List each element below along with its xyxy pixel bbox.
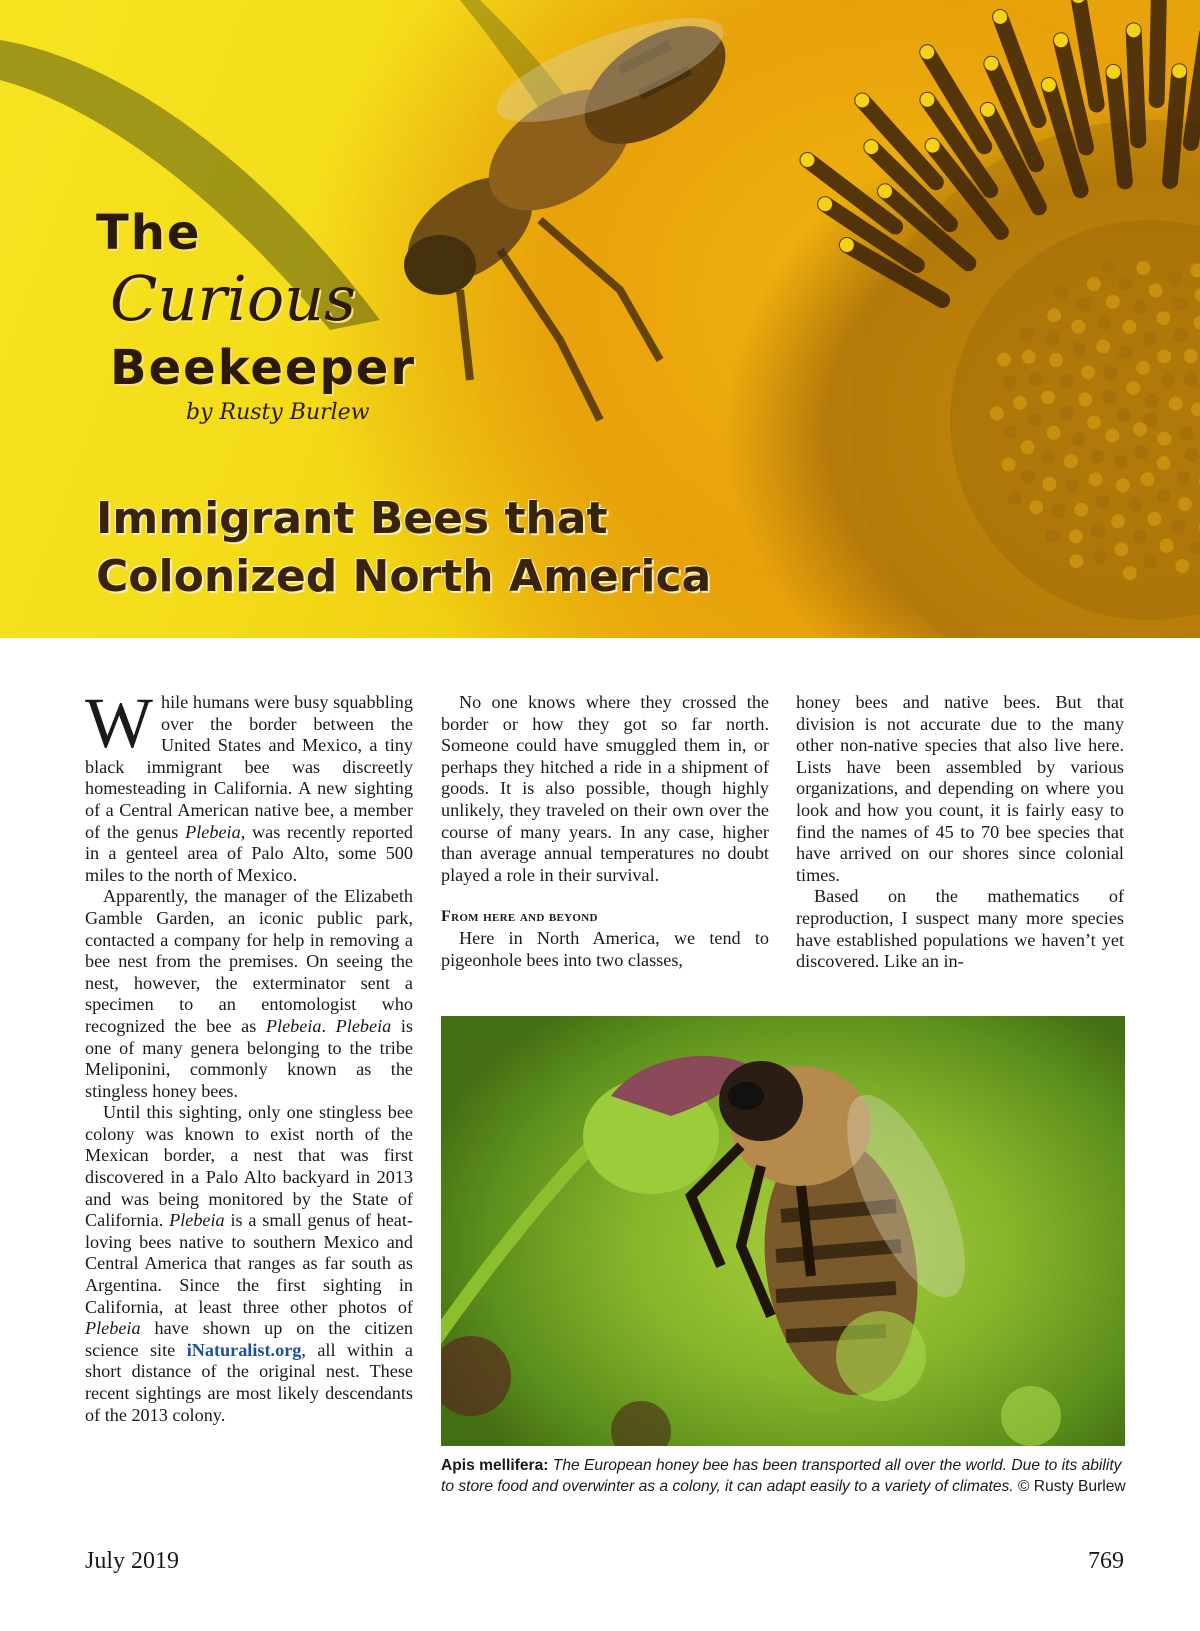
sunflower-floret bbox=[1161, 374, 1175, 388]
sunflower-pollen-tip bbox=[926, 139, 940, 153]
sunflower-floret bbox=[1168, 271, 1182, 285]
caption-species: Apis mellifera: bbox=[441, 1457, 549, 1474]
sunflower-floret bbox=[1102, 259, 1116, 273]
bee-figure bbox=[389, 0, 747, 420]
caption-body: The European honey bee has been transported all over the world. Due to its ability to store food and overwinter as a colony, it can adapt easily to a variety of climates. bbox=[441, 1457, 1122, 1495]
paragraph-7: Based on the mathematics of reproduction, I suspect many more species have established populations we haven’t yet discovered. Like an in- bbox=[796, 886, 1124, 972]
article-column-2 bbox=[441, 692, 769, 971]
sunflower-floret bbox=[1098, 316, 1112, 330]
sunflower-floret bbox=[1106, 295, 1120, 309]
section-subhead: From here and beyond bbox=[441, 908, 598, 926]
sunflower-floret bbox=[1105, 429, 1119, 443]
sunflower-floret bbox=[1179, 426, 1193, 440]
sunflower-floret bbox=[1008, 491, 1022, 505]
sunflower-floret bbox=[1123, 566, 1137, 580]
paragraph-1: While humans were busy squabbling over the border between the United States and Mexico, a tiny black immigrant bee was discreetly homesteading in California. A new sighting of a Central American native bee, a member of the genus Plebeia, was recently reported in a genteel area of Palo Alto, some 500 miles to the north of Mexico. bbox=[85, 683, 413, 885]
sunflower-stamen bbox=[1134, 30, 1139, 140]
sunflower-floret bbox=[1013, 396, 1027, 410]
sunflower-pollen-tip bbox=[1054, 33, 1068, 47]
sunflower-floret bbox=[1157, 432, 1171, 446]
sunflower-floret bbox=[990, 406, 1004, 420]
sunflower-pollen-tip bbox=[1172, 64, 1186, 78]
sunflower-stamen bbox=[1191, 34, 1200, 143]
photo-caption bbox=[441, 1455, 1131, 1497]
sunflower-floret bbox=[1114, 455, 1128, 469]
sunflower-pollen-tip bbox=[864, 140, 878, 154]
sunflower-floret bbox=[1093, 551, 1107, 565]
sunflower-floret bbox=[1076, 298, 1090, 312]
sunflower-floret bbox=[1140, 472, 1154, 486]
page-number: 769 bbox=[1088, 1548, 1124, 1574]
sunflower-pollen-tip bbox=[920, 93, 934, 107]
sunflower-floret bbox=[1114, 542, 1128, 556]
sunflower-floret bbox=[1122, 320, 1136, 334]
sunflower-floret bbox=[1052, 504, 1066, 518]
sunflower-floret bbox=[1104, 366, 1118, 380]
sunflower-floret bbox=[1176, 471, 1190, 485]
sunflower-floret bbox=[1054, 286, 1068, 300]
sunflower-floret bbox=[1089, 472, 1103, 486]
sunflower-floret bbox=[997, 353, 1011, 367]
sunflower-floret bbox=[1020, 327, 1034, 341]
paragraph-3: Until this sighting, only one stingless bee colony was known to exist north of the Mexican border, a nest that was first discovered in a Palo Alto backyard in 2013 and was being monitored by the State of California. Plebeia is a small genus of heat-loving bees native to southern Mexico and Central America that ranges as far south as Argentina. Since the first sighting in California, at least three other photos of Plebeia have shown up on the citizen science site iNaturalist.org, all within a short distance of the original nest. These recent sightings are most likely descendants of the 2013 colony. bbox=[85, 1102, 413, 1425]
sunflower-floret bbox=[1133, 300, 1147, 314]
byline: by Rusty Burlew bbox=[186, 400, 370, 425]
sunflower-floret bbox=[1029, 371, 1043, 385]
honey-bee-illustration bbox=[441, 1016, 1125, 1446]
sunflower-floret bbox=[1069, 554, 1083, 568]
sunflower-floret bbox=[1174, 328, 1188, 342]
sunflower-floret bbox=[1028, 413, 1042, 427]
sunflower-floret bbox=[1118, 345, 1132, 359]
paragraph-2: Apparently, the manager of the Elizabeth Gamble Garden, an iconic public park, contacted a company for help in removing a bee nest from the premises. On seeing the nest, however, the exterminator sent a specimen to an entomologist who recognized the bee as Plebeia. Plebeia is one of many genera belonging to the tribe Meliponini, commonly known as the stingless honey bees. bbox=[85, 886, 413, 1101]
sunflower-floret bbox=[1134, 445, 1148, 459]
sunflower-floret bbox=[1065, 478, 1079, 492]
article-column-3 bbox=[796, 692, 1124, 973]
sunflower-floret bbox=[1157, 349, 1171, 363]
sunflower-floret bbox=[1074, 503, 1088, 517]
sunflower-pollen-tip bbox=[840, 238, 854, 252]
sunflower-pollen-tip bbox=[878, 184, 892, 198]
sunflower-pollen-tip bbox=[800, 153, 814, 167]
sunflower-floret bbox=[1071, 432, 1085, 446]
article-headline bbox=[96, 490, 711, 606]
sunflower-floret bbox=[1133, 530, 1147, 544]
sunflower-floret bbox=[1096, 340, 1110, 354]
sunflower-floret bbox=[1147, 512, 1161, 526]
caption-credit: © Rusty Burlew bbox=[1013, 1478, 1126, 1495]
sunflower-floret bbox=[1133, 422, 1147, 436]
sunflower-floret bbox=[1049, 353, 1063, 367]
sunflower-pollen-tip bbox=[1042, 78, 1056, 92]
sunflower-stamen bbox=[1170, 71, 1179, 181]
sunflower-floret bbox=[1136, 361, 1150, 375]
sunflower-floret bbox=[1184, 372, 1198, 386]
hero-banner bbox=[0, 0, 1200, 638]
sunflower-floret bbox=[1071, 320, 1085, 334]
sunflower-floret bbox=[1042, 477, 1056, 491]
sunflower-floret bbox=[1059, 406, 1073, 420]
drop-cap: W bbox=[85, 683, 153, 763]
sunflower-floret bbox=[1004, 425, 1018, 439]
sunflower-floret bbox=[1174, 297, 1188, 311]
series-title-curious: Curious bbox=[110, 262, 356, 335]
sunflower-floret bbox=[1175, 559, 1189, 573]
sunflower-floret bbox=[1116, 408, 1130, 422]
sunflower-floret bbox=[1045, 331, 1059, 345]
sunflower-floret bbox=[1047, 426, 1061, 440]
sunflower-stamen bbox=[1157, 0, 1159, 100]
sunflower-floret bbox=[1069, 529, 1083, 543]
issue-date: July 2019 bbox=[85, 1548, 180, 1574]
sunflower-floret bbox=[1143, 554, 1157, 568]
sunflower-floret bbox=[1087, 277, 1101, 291]
sunflower-floret bbox=[1047, 308, 1061, 322]
sunflower-floret bbox=[1178, 497, 1192, 511]
sunflower-floret bbox=[1091, 450, 1105, 464]
sunflower-floret bbox=[1072, 342, 1086, 356]
sunflower-floret bbox=[1087, 415, 1101, 429]
sunflower-floret bbox=[1126, 381, 1140, 395]
sunflower-floret bbox=[1156, 489, 1170, 503]
series-title-the: The bbox=[96, 205, 202, 261]
article-column-1 bbox=[85, 683, 413, 1426]
honey-bee-photo bbox=[441, 1016, 1125, 1446]
sunflower-floret bbox=[1156, 311, 1170, 325]
sunflower-floret bbox=[1041, 450, 1055, 464]
sunflower-floret bbox=[1021, 440, 1035, 454]
headline-line-2: Colonized North America bbox=[96, 551, 712, 602]
sunflower-floret bbox=[1116, 478, 1130, 492]
sunflower-pollen-tip bbox=[1106, 65, 1120, 79]
sunflower-floret bbox=[1059, 374, 1073, 388]
sunflower-floret bbox=[1111, 514, 1125, 528]
sunflower-floret bbox=[1021, 470, 1035, 484]
sunflower-floret bbox=[1003, 375, 1017, 389]
sunflower-floret bbox=[1149, 283, 1163, 297]
sunflower-pollen-tip bbox=[1127, 23, 1141, 37]
sunflower-pollen-tip bbox=[981, 103, 995, 117]
sunflower-floret bbox=[1172, 520, 1186, 534]
sunflower-floret bbox=[1022, 350, 1036, 364]
sunflower-floret bbox=[1157, 456, 1171, 470]
sunflower-floret bbox=[1091, 525, 1105, 539]
sunflower-floret bbox=[1081, 365, 1095, 379]
sunflower-floret bbox=[1185, 448, 1199, 462]
sunflower-floret bbox=[1128, 498, 1142, 512]
sunflower-pollen-tip bbox=[984, 57, 998, 71]
sunflower-floret bbox=[1029, 500, 1043, 514]
sunflower-floret bbox=[1096, 495, 1110, 509]
sunflower-floret bbox=[1143, 331, 1157, 345]
sunflower-floret bbox=[1169, 397, 1183, 411]
inaturalist-link[interactable]: iNaturalist.org bbox=[186, 1339, 302, 1360]
paragraph-5: Here in North America, we tend to pigeonhole bees into two classes, bbox=[441, 927, 769, 970]
sunflower-floret bbox=[1136, 261, 1150, 275]
headline-line-1: Immigrant Bees that bbox=[96, 493, 608, 544]
sunflower-floret bbox=[1041, 390, 1055, 404]
sunflower-pollen-tip bbox=[993, 10, 1007, 24]
sunflower-floret bbox=[1002, 458, 1016, 472]
sunflower-floret bbox=[1046, 529, 1060, 543]
sunflower-pollen-tip bbox=[920, 45, 934, 59]
sunflower-floret bbox=[1102, 389, 1116, 403]
sunflower-stamen bbox=[1078, 0, 1096, 104]
sunflower-floret bbox=[1119, 276, 1133, 290]
sunflower-floret bbox=[1160, 539, 1174, 553]
sunflower-floret bbox=[1078, 393, 1092, 407]
series-title-beekeeper: Beekeeper bbox=[110, 340, 417, 396]
sunflower-floret bbox=[1145, 394, 1159, 408]
sunflower-floret bbox=[1064, 454, 1078, 468]
paragraph-6: honey bees and native bees. But that division is not accurate due to the many other non-native species that also live here. Lists have been assembled by various organizations, and depending on where you look and how you count, it is fairly easy to find the names of 45 to 70 bee species that have arrived on our shores since colonial times. bbox=[796, 692, 1124, 885]
paragraph-4: No one knows where they crossed the border or how they got so far north. Someone could have smuggled them in, or perhaps they hitched a ride in a shipment of goods. It is also possible, though highly unlikely, they traveled on their own over the course of many years. In any case, higher than average annual temperatures no doubt played a role in their survival. bbox=[441, 692, 769, 885]
sunflower-floret bbox=[1184, 349, 1198, 363]
sunflower-pollen-tip bbox=[855, 93, 869, 107]
sunflower-pollen-tip bbox=[818, 197, 832, 211]
